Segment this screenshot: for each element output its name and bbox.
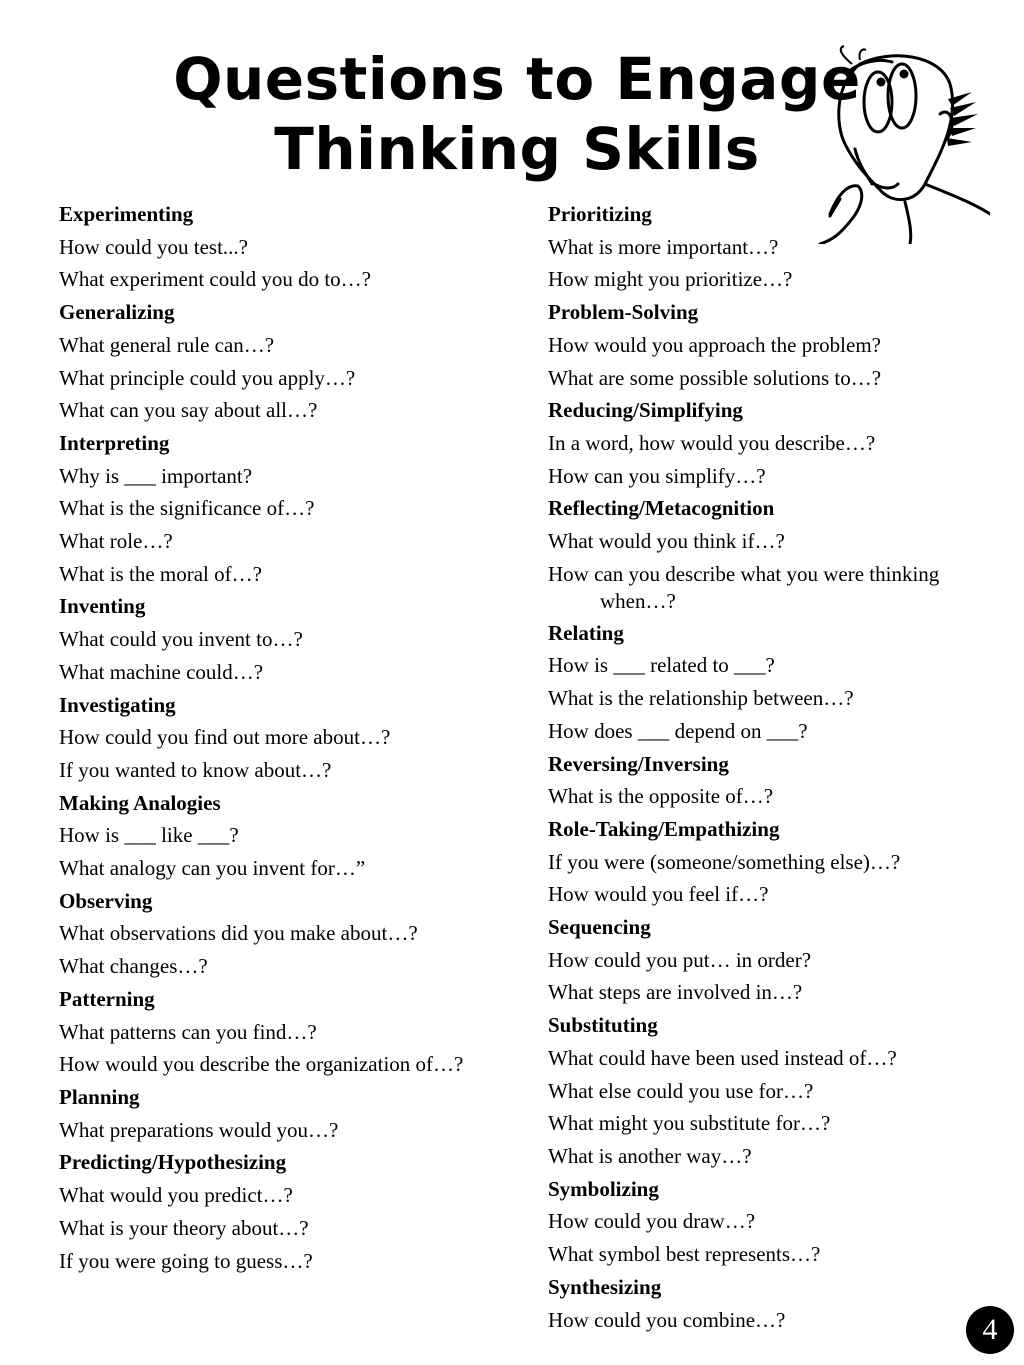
question-item: What could have been used instead of…? xyxy=(548,1045,897,1070)
question-item: What is the significance of…? xyxy=(59,496,315,521)
question-item: How could you find out more about…? xyxy=(59,725,391,750)
question-item: What is more important…? xyxy=(548,234,779,259)
section-heading: Reducing/Simplifying xyxy=(548,398,743,423)
question-item: What steps are involved in…? xyxy=(548,980,803,1005)
question-item: If you wanted to know about…? xyxy=(59,757,332,782)
question-item: What might you substitute for…? xyxy=(548,1111,831,1136)
question-item: How would you feel if…? xyxy=(548,882,769,907)
section-heading: Prioritizing xyxy=(548,202,652,226)
question-item: What symbol best represents…? xyxy=(548,1242,821,1267)
question-item: What is your theory about…? xyxy=(59,1215,309,1240)
section-heading: Role-Taking/Empathizing xyxy=(548,816,780,841)
question-item: How could you draw…? xyxy=(548,1209,756,1234)
section-heading: Problem-Solving xyxy=(548,300,699,325)
question-item: What is the moral of…? xyxy=(59,561,262,586)
question-item: What is the relationship between…? xyxy=(548,686,854,711)
question-item: What are some possible solutions to…? xyxy=(548,365,882,390)
question-item: If you were (someone/something else)…? xyxy=(548,849,901,874)
section-heading: Patterning xyxy=(59,986,155,1011)
section-heading: Observing xyxy=(59,888,153,913)
section-heading: Generalizing xyxy=(59,300,175,325)
question-item: How does ___ depend on ___? xyxy=(548,718,808,743)
question-item: What else could you use for…? xyxy=(548,1078,814,1103)
question-item: What changes…? xyxy=(59,954,208,979)
question-item: What general rule can…? xyxy=(59,332,275,357)
question-item: What would you think if…? xyxy=(548,529,785,554)
question-item: How could you put… in order? xyxy=(548,947,812,972)
section-heading: Substituting xyxy=(548,1013,658,1038)
right-column xyxy=(548,198,988,1336)
question-item: What patterns can you find…? xyxy=(59,1019,317,1044)
question-item: How is ___ related to ___? xyxy=(548,653,775,678)
left-column xyxy=(59,198,529,1277)
section-heading: Relating xyxy=(548,620,624,645)
section-heading: Reversing/Inversing xyxy=(548,751,729,776)
section-heading: Sequencing xyxy=(548,915,651,940)
question-item: How can you simplify…? xyxy=(548,463,766,488)
question-item: What principle could you apply…? xyxy=(59,365,356,390)
section-heading: Interpreting xyxy=(59,430,170,455)
section-heading: Predicting/Hypothesizing xyxy=(59,1150,287,1175)
question-item: What machine could…? xyxy=(59,659,264,684)
question-item: How is ___ like ___? xyxy=(59,823,239,848)
section-heading: Investigating xyxy=(59,692,176,717)
question-item: If you were going to guess…? xyxy=(59,1248,313,1273)
question-item: Why is ___ important? xyxy=(59,463,253,488)
question-item: How could you test...? xyxy=(59,234,248,259)
question-item: What preparations would you…? xyxy=(59,1117,339,1142)
section-heading: Inventing xyxy=(59,594,146,619)
page-number: 4 xyxy=(982,1313,998,1346)
title-line-2: Thinking Skills xyxy=(274,115,760,183)
question-item: What could you invent to…? xyxy=(59,627,303,652)
question-item: What can you say about all…? xyxy=(59,398,318,423)
section-heading: Planning xyxy=(59,1084,140,1109)
question-item: What role…? xyxy=(59,529,173,554)
section-heading: Synthesizing xyxy=(548,1274,662,1299)
question-item: How can you describe what you were thinking when…? xyxy=(548,561,940,613)
question-item: What experiment could you do to…? xyxy=(59,267,371,292)
question-item: What observations did you make about…? xyxy=(59,921,418,946)
question-item: How would you approach the problem? xyxy=(548,332,881,357)
section-heading: Experimenting xyxy=(59,202,194,226)
question-item: How would you describe the organization of…? xyxy=(59,1052,464,1077)
question-item: In a word, how would you describe…? xyxy=(548,430,876,455)
section-heading: Reflecting/Metacognition xyxy=(548,496,775,521)
question-item: What would you predict…? xyxy=(59,1183,293,1208)
section-heading: Symbolizing xyxy=(548,1176,659,1201)
section-heading: Making Analogies xyxy=(59,790,221,815)
question-item: How could you combine…? xyxy=(548,1307,786,1332)
question-item: What is another way…? xyxy=(548,1143,752,1168)
page-number-badge xyxy=(966,1306,1014,1354)
question-item: What is the opposite of…? xyxy=(548,784,774,809)
title-line-1: Questions to Engage xyxy=(173,45,861,113)
question-item: How might you prioritize…? xyxy=(548,267,793,292)
question-item: What analogy can you invent for…” xyxy=(59,856,366,881)
